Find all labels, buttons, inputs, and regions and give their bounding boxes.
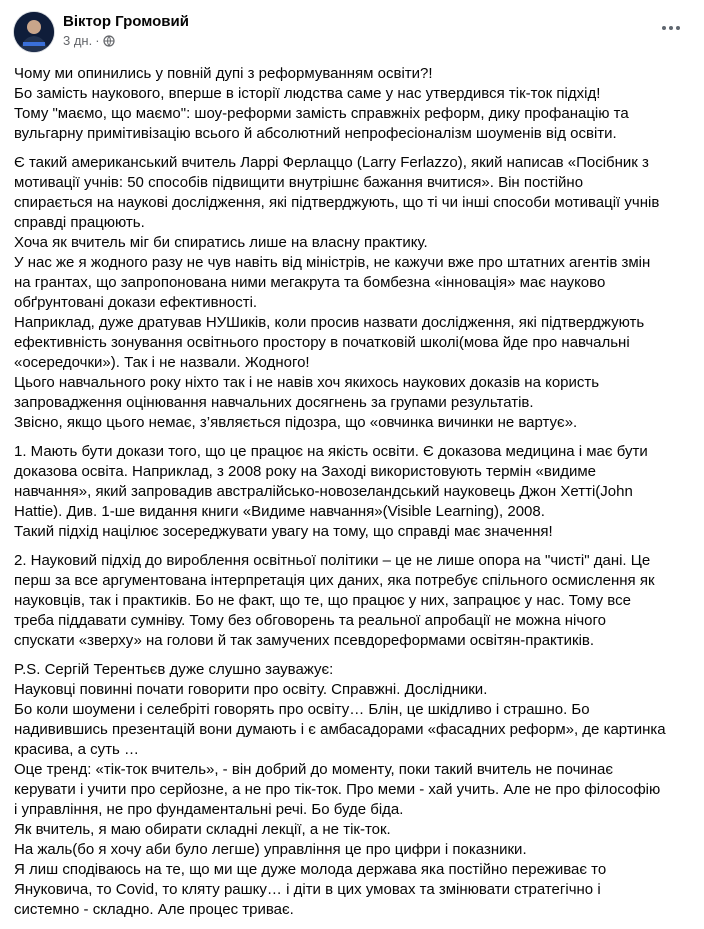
post-text-line: Я лиш сподіваюсь на те, що ми ще дуже молода держава яка постійно переживає то [14,861,607,878]
avatar-photo [14,12,54,52]
post-text-line: мотивації учнів: 50 способів підвищити внутрішнє бажання вчитися». Він постійно [14,174,584,191]
post-text-line: керувати і учити про серйозне, а не про тік-ток. Про меми - хай учить. Але не про філософію [14,781,661,798]
post-text-line: 2. Науковий підхід до вироблення освітньої політики – це не лише опора на "чисті" дані. Це [14,552,651,569]
post-text-line: 1. Мають бути докази того, що це працює на якість освіти. Є доказова медицина і має бути [14,443,648,460]
post-text-line: P.S. Сергій Терентьєв дуже слушно зауважує: [14,661,334,678]
post-text-line: У нас же я жодного разу не чув навіть від міністрів, не кажучи вже про штатних агентів змін [14,254,651,271]
post-text-line: Hattie). Див. 1-ше видання книги «Видиме навчання»(Visible Learning), 2008. [14,503,545,520]
post-text-line: справді працюють. [14,214,145,231]
meta-separator: · [95,33,100,48]
post-text-line: Такий підхід націлює зосереджувати увагу на тому, що справді має значення! [14,523,553,540]
post-text-line: перш за все аргументована інтерпретація цих даних, яка потребує спільного осмислення як [14,572,655,589]
post-text-line: Януковича, то Covid, то кляту рашку… і діти в цих умовах та змінювати стратегічно і [14,881,601,898]
post-paragraph [14,442,694,542]
post-text-line: Звісно, якщо цього немає, з’являється підозра, що «овчинка вичинки не вартує». [14,414,578,431]
post-text-line: системно - складно. Але процес триває. [14,901,294,918]
post-time[interactable]: 3 дн. [63,33,93,48]
post-text-line: треба піддавати сумніву. Тому без обговорень та реальної апробації не можна нічого [14,612,607,629]
post-text-line: Є такий американський вчитель Ларрі Ферлаццо (Larry Ferlazzo), який написав «Посібник з [14,154,649,171]
post-text-line: Оце тренд: «тік-ток вчитель», - він добрий до моменту, поки такий вчитель не починає [14,761,614,778]
post-header [0,0,704,60]
post-text-line: обґрунтовані докази ефективності. [14,294,258,311]
post-text-line: ефективність зонування освітнього простору в початковій школі(мова йде про навчальні [14,334,630,351]
post-meta [63,33,115,49]
post-text-line: Бо коли шоумени і селебріті говорять про освіту… Блін, це шкідливо і страшно. Бо [14,701,590,718]
post-text [14,64,694,929]
post-text-line: Цього навчального року ніхто так і не навів хоч якихось наукових доказів на користь [14,374,600,391]
post-paragraph [14,153,694,433]
post-text-line: навчання», який запровадив австралійсько-новозеландський науковець Джон Хетті(John [14,483,633,500]
post-text-line: спирається на наукові дослідження, які підтверджують, що ті чи інші способи мотивації учнів [14,194,660,211]
post-text-line: запровадження оцінювання навчальних досягнень за групами результатів. [14,394,534,411]
post-text-line: на грантах, що запропонована ними мегакрута та бомбезна «інновація» має науково [14,274,606,291]
post-text-line: На жаль(бо я хочу аби було легше) управління це про цифри і показники. [14,841,527,858]
more-options-button[interactable] [656,15,686,41]
post-text-line: і управління, не про фундаментальні речі. Бо буде біда. [14,801,404,818]
post-text-line: вульгарну примітивізацію всього й абсолютний непрофесіоналізм шоуменів від освіти. [14,125,617,142]
post-text-line: надивившись презентацій вони думають і є амбасадорами «фасадних реформ», де картинка [14,721,666,738]
author-name[interactable]: Віктор Громовий [63,13,189,30]
post-text-line: «осередочки»). Так і не назвали. Жодного! [14,354,310,371]
more-horizontal-icon [662,26,666,30]
post-paragraph [14,551,694,651]
post-text-line: Чому ми опинились у повній дупі з реформуванням освіти?! [14,65,433,82]
post-text-line: спускати «зверху» на голови й так замучених псевдореформами освітян-практиків. [14,632,595,649]
avatar[interactable] [14,12,54,52]
post-text-line: Як вчитель, я маю обирати складні лекції, а не тік-ток. [14,821,391,838]
post-paragraph [14,660,694,920]
globe-icon[interactable] [103,35,115,47]
post-text-line: Науковці повинні почати говорити про освіту. Справжні. Дослідники. [14,681,488,698]
post-paragraph [14,64,694,144]
post-text-line: науковців, так і практиків. Бо не факт, що те, що працює у них, запрацює у нас. Тому все [14,592,631,609]
post-text-line: красива, а суть … [14,741,139,758]
post-text-line: Бо замість наукового, вперше в історії людства саме у нас утвердився тік-ток підхід! [14,85,601,102]
post-text-line: Тому "маємо, що маємо": шоу-реформи замість справжніх реформ, дику профанацію та [14,105,629,122]
post-text-line: доказова освіта. Наприклад, з 2008 року на Заході використовують термін «видиме [14,463,596,480]
post-text-line: Наприклад, дуже дратував НУШиків, коли просив назвати дослідження, які підтверджують [14,314,645,331]
post-text-line: Хоча як вчитель міг би спиратись лише на власну практику. [14,234,428,251]
